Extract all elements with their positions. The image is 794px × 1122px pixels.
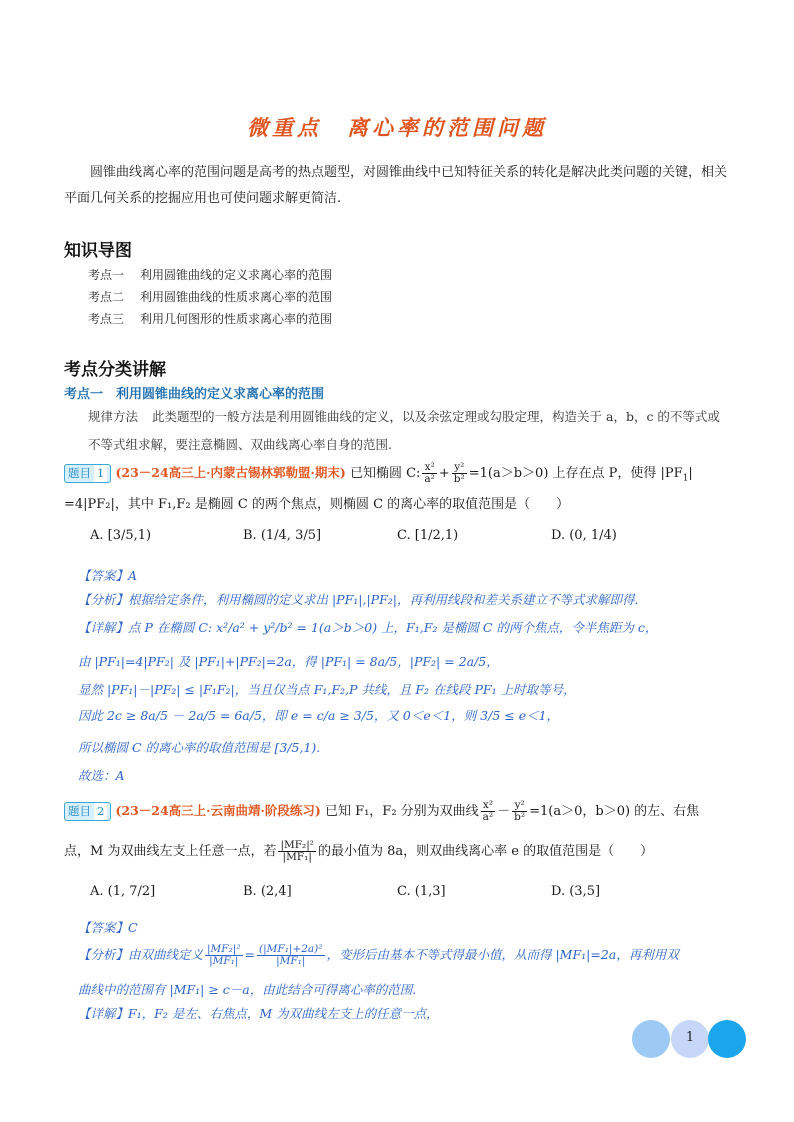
option-d: D. (0, 1/4): [551, 528, 617, 543]
analysis-line: 曲线中的范围有 |MF₁| ≥ c－a，由此结合可得离心率的范围.: [78, 982, 417, 997]
question-number: 1: [94, 465, 107, 482]
option-d: D. (3,5]: [551, 884, 601, 899]
analysis-line: 【分析】根据给定条件，利用椭圆的定义求出 |PF₁|,|PF₂|，再利用线段和差关系建立不等式求解即得.: [78, 592, 639, 607]
toc-item-text: 利用几何图形的性质求离心率的范围: [140, 312, 333, 326]
option-b: B. (2,4]: [243, 884, 292, 899]
stem-part: 点，M 为双曲线左支上任意一点，若: [64, 844, 277, 859]
option-c: C. [1/2,1): [397, 528, 459, 543]
detail-line: 显然 |PF₁|－|PF₂| ≤ |F₁F₂|，当且仅当点 F₁,F₂,P 共线，且 F₂ 在线段 PF₁ 上时取等号，: [78, 682, 576, 697]
detail-line: 由 |PF₁|=4|PF₂| 及 |PF₁|+|PF₂|=2a，得 |PF₁| = 8a/5，|PF₂| = 2a/5，: [78, 654, 499, 669]
page-number: 1: [685, 1030, 695, 1045]
stem-part: =1(a＞b＞0) 上存在点 P，使得 |PF: [468, 466, 683, 481]
stem-part: 的最小值为 8a，则双曲线离心率 e 的取值范围是（ ）: [317, 844, 654, 859]
option-b: B. (1/4, 3/5]: [243, 528, 322, 543]
detail-line: 【详解】F₁，F₂ 是左、右焦点，M 为双曲线左支上的任意一点，: [78, 1006, 439, 1021]
question-tag-label: 题目: [68, 466, 91, 480]
question-source: (23－24高三上·内蒙古锡林郭勒盟·期末): [115, 465, 346, 480]
detail-line: 因此 2c ≥ 8a/5 － 2a/5 = 6a/5，即 e = c/a ≥ 3/5，又 0＜e＜1，则 3/5 ≤ e＜1，: [78, 708, 560, 723]
subsection-heading: 考点一 利用圆锥曲线的定义求离心率的范围: [64, 387, 325, 402]
option-a: A. [3/5,1): [90, 528, 152, 543]
toc-item: [88, 288, 332, 305]
question-source: (23－24高三上·云南曲靖·阶段练习): [115, 803, 321, 818]
answer-line: 【答案】A: [78, 568, 138, 583]
method-label: 规律方法: [88, 409, 139, 424]
analysis-part: 【分析】由双曲线定义: [78, 947, 204, 962]
page-number-badge: [632, 1020, 748, 1058]
toc-item: [88, 266, 332, 283]
option-a: A. (1, 7/2]: [90, 884, 156, 899]
toc-item-text: 利用圆锥曲线的性质求离心率的范围: [140, 290, 333, 304]
detail-line: 【详解】点 P 在椭圆 C: x²/a² + y²/b² = 1(a＞b＞0) 上，F₁,F₂ 是椭圆 C 的两个焦点，令半焦距为 c，: [78, 620, 658, 635]
question-1-stem-cont: =4|PF₂|，其中 F₁,F₂ 是椭圆 C 的两个焦点，则椭圆 C 的离心率的取值范围是（ ）: [64, 497, 570, 512]
intro-paragraph: 圆锥曲线离心率的范围问题是高考的热点题型，对圆锥曲线中已知特征关系的转化是解决此类问题的关键，相关平面几何关系的挖掘应用也可使问题求解更简洁.: [64, 165, 728, 206]
option-c: C. (1,3]: [397, 884, 446, 899]
toc-heading: 知识导图: [64, 241, 132, 261]
analysis-part: ，变形后由基本不等式得最小值，从而得 |MF₁|=2a，再利用双: [326, 947, 679, 962]
decorative-dot: [632, 1020, 670, 1058]
section-heading: 考点分类讲解: [64, 360, 166, 380]
detail-line: 所以椭圆 C 的离心率的取值范围是 [3/5,1).: [78, 740, 321, 755]
question-number: 2: [94, 803, 107, 820]
analysis-line: 【分析】由双曲线定义 $\frac{\text{|MF₂|²}}{\text{|MF₁|}}$ = $\frac{\text{(|MF₁|+2a)²}}{\text{|MF₁|}}$ ，变形后由基本不等式得最小值，从而得 |MF₁|=2a，再利用双: [78, 943, 679, 967]
question-tag: [64, 464, 111, 483]
toc-item-label: 考点三: [88, 312, 125, 326]
question-tag-label: 题目: [68, 804, 91, 818]
stem-part: =1(a＞0，b＞0) 的左、右焦: [529, 804, 700, 819]
method-text: 此类题型的一般方法是利用圆锥曲线的定义，以及余弦定理或勾股定理，构造关于 a，b，c 的不等式或不等式组求解，要注意椭圆、双曲线离心率自身的范围.: [88, 409, 720, 452]
stem-part: 已知椭圆 C:: [349, 466, 421, 481]
toc-item-label: 考点二: [88, 290, 125, 304]
question-2-stem: 题目 2 (23－24高三上·云南曲靖·阶段练习) 已知 F₁，F₂ 分别为双曲线 $\frac{\text{x²}}{\text{a²}}$ － $\frac{\text{y²}}{\text{b²}}$ =1(a＞0，b＞0) 的左、右焦: [64, 800, 736, 823]
decorative-dot: [708, 1020, 746, 1058]
toc-item-text: 利用圆锥曲线的定义求离心率的范围: [140, 268, 333, 282]
answer-line: 【答案】C: [78, 920, 138, 935]
question-2-stem-cont: 点，M 为双曲线左支上任意一点，若 $\frac{\text{|MF₂|²}}{\text{|MF₁|}}$ 的最小值为 8a，则双曲线离心率 e 的取值范围是（ ）: [64, 839, 654, 863]
toc-item-label: 考点一: [88, 268, 125, 282]
method-paragraph: [88, 403, 732, 459]
toc-item: [88, 310, 332, 327]
detail-line: 故选：A: [78, 768, 125, 783]
page-title: 微重点 离心率的范围问题: [247, 115, 547, 140]
question-1-stem: 题目 1 (23－24高三上·内蒙古锡林郭勒盟·期末) 已知椭圆 C: $\frac{\text{x²}}{\text{a²}}$ + $\frac{\text{y²}}{\text{b²}}$ =1(a＞b＞0) 上存在点 P，使得 $|PF_1|$: [64, 462, 736, 488]
stem-part: 已知 F₁，F₂ 分别为双曲线: [324, 804, 479, 819]
question-tag: [64, 802, 111, 821]
